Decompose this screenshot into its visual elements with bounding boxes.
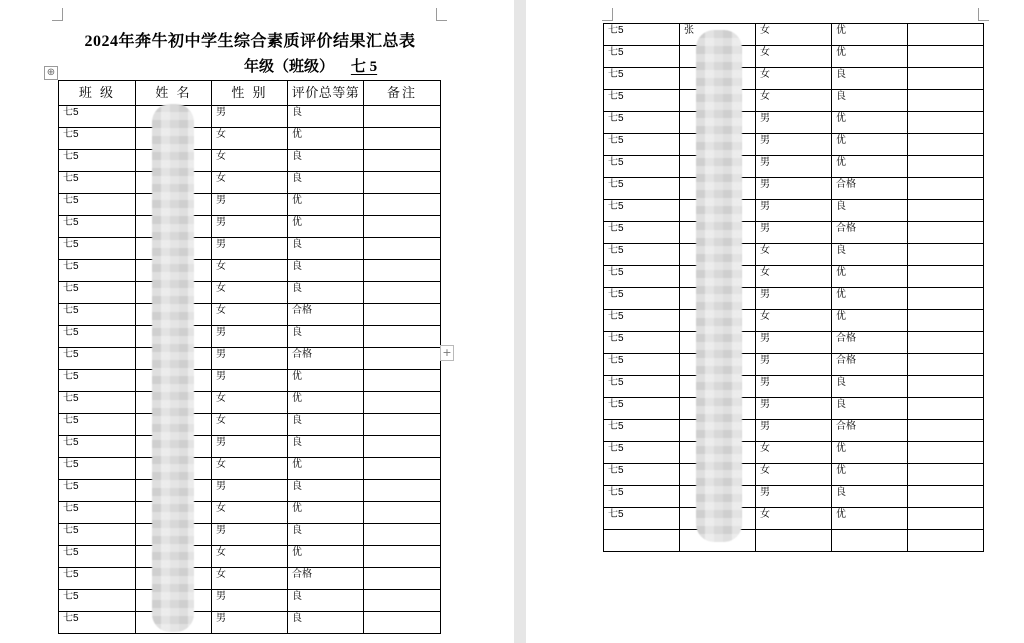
cell-rating[interactable]: 良	[288, 590, 364, 612]
cell-rating[interactable]: 优	[832, 310, 908, 332]
cell-class[interactable]: 七5	[59, 216, 136, 238]
cell-note[interactable]	[364, 150, 441, 172]
cell-note[interactable]	[908, 464, 984, 486]
cell-note[interactable]	[908, 24, 984, 46]
cell-note[interactable]	[908, 530, 984, 552]
cell-gender[interactable]: 女	[756, 508, 832, 530]
cell-gender[interactable]: 男	[756, 354, 832, 376]
cell-gender[interactable]: 女	[212, 568, 288, 590]
cell-note[interactable]	[908, 310, 984, 332]
table-row	[604, 200, 984, 222]
cell-class[interactable]: 七5	[604, 310, 680, 332]
cell-class[interactable]: 七5	[59, 194, 136, 216]
cell-note[interactable]	[364, 590, 441, 612]
cell-gender[interactable]: 男	[756, 332, 832, 354]
cell-class[interactable]: 七5	[59, 568, 136, 590]
cell-rating[interactable]: 合格	[832, 222, 908, 244]
redaction-blur	[152, 104, 194, 632]
grade-label: 年级（班级）	[244, 59, 335, 75]
cell-class[interactable]: 七5	[59, 546, 136, 568]
cell-gender[interactable]: 男	[212, 216, 288, 238]
cell-class[interactable]: 七5	[604, 332, 680, 354]
cell-gender[interactable]: 男	[212, 106, 288, 128]
cell-gender[interactable]: 女	[756, 442, 832, 464]
cell-gender[interactable]: 男	[756, 398, 832, 420]
cell-class[interactable]: 七5	[604, 24, 680, 46]
header-rating: 评价总等第	[288, 81, 364, 106]
table-row	[604, 156, 984, 178]
cell-class[interactable]: 七5	[604, 200, 680, 222]
cell-class[interactable]: 七5	[59, 150, 136, 172]
cell-gender[interactable]: 男	[756, 200, 832, 222]
cell-gender[interactable]: 男	[212, 238, 288, 260]
cell-gender[interactable]: 男	[212, 194, 288, 216]
cell-note[interactable]	[364, 480, 441, 502]
cell-rating[interactable]: 合格	[832, 332, 908, 354]
cell-class[interactable]: 七5	[59, 414, 136, 436]
table-row	[604, 266, 984, 288]
cell-gender[interactable]: 男	[212, 436, 288, 458]
cell-rating[interactable]: 良	[288, 106, 364, 128]
cell-note[interactable]	[908, 266, 984, 288]
table-row	[59, 612, 441, 634]
cell-gender[interactable]: 男	[756, 178, 832, 200]
table-row	[59, 414, 441, 436]
cell-gender[interactable]: 男	[212, 480, 288, 502]
cell-rating[interactable]: 良	[288, 524, 364, 546]
cell-note[interactable]	[364, 326, 441, 348]
cell-rating[interactable]: 优	[288, 392, 364, 414]
document-page-2	[526, 0, 1024, 643]
cell-note[interactable]	[364, 216, 441, 238]
cell-class[interactable]: 七5	[604, 508, 680, 530]
cell-gender[interactable]: 男	[212, 612, 288, 634]
table-row	[604, 332, 984, 354]
cell-note[interactable]	[364, 414, 441, 436]
cell-class[interactable]: 七5	[59, 502, 136, 524]
table-row	[59, 524, 441, 546]
table-row	[59, 326, 441, 348]
cell-rating[interactable]: 良	[288, 172, 364, 194]
cell-rating[interactable]: 优	[832, 442, 908, 464]
cell-rating[interactable]	[832, 530, 908, 552]
table-row	[604, 90, 984, 112]
header-note: 备注	[364, 81, 441, 106]
cell-gender[interactable]: 男	[756, 420, 832, 442]
grade-line	[244, 55, 390, 76]
cell-rating[interactable]: 良	[832, 376, 908, 398]
cell-class[interactable]: 七5	[59, 612, 136, 634]
cell-rating[interactable]: 良	[832, 200, 908, 222]
cell-gender[interactable]: 男	[212, 524, 288, 546]
cell-class[interactable]: 七5	[59, 590, 136, 612]
cell-gender[interactable]: 女	[212, 546, 288, 568]
cell-rating[interactable]: 良	[832, 486, 908, 508]
cell-gender[interactable]: 男	[756, 376, 832, 398]
cell-gender[interactable]: 女	[756, 46, 832, 68]
cell-class[interactable]: 七5	[59, 260, 136, 282]
cell-class[interactable]: 七5	[604, 398, 680, 420]
cell-class[interactable]: 七5	[59, 172, 136, 194]
table-row	[59, 568, 441, 590]
page-corner-mark	[436, 8, 447, 21]
cell-note[interactable]	[364, 106, 441, 128]
cell-note[interactable]	[908, 442, 984, 464]
cell-class[interactable]: 七5	[604, 376, 680, 398]
table-row	[59, 216, 441, 238]
cell-gender[interactable]: 女	[212, 260, 288, 282]
cell-note[interactable]	[364, 546, 441, 568]
cell-note[interactable]	[364, 502, 441, 524]
page-corner-mark	[52, 8, 63, 21]
cell-class[interactable]: 七5	[604, 354, 680, 376]
cell-rating[interactable]: 优	[832, 134, 908, 156]
cell-note[interactable]	[908, 178, 984, 200]
cell-rating[interactable]: 优	[288, 502, 364, 524]
cell-rating[interactable]: 合格	[288, 304, 364, 326]
grade-value: 七 5	[350, 59, 378, 75]
cell-class[interactable]: 七5	[604, 288, 680, 310]
cell-gender[interactable]: 女	[212, 502, 288, 524]
summary-table-page-1	[58, 80, 441, 634]
cell-rating[interactable]: 良	[288, 260, 364, 282]
cell-gender[interactable]: 男	[212, 326, 288, 348]
cell-class[interactable]: 七5	[59, 458, 136, 480]
cell-rating[interactable]: 良	[288, 612, 364, 634]
cell-note[interactable]	[908, 244, 984, 266]
table-row	[604, 398, 984, 420]
cell-gender[interactable]: 女	[756, 90, 832, 112]
table-row	[604, 134, 984, 156]
cell-note[interactable]	[364, 304, 441, 326]
cell-gender[interactable]: 女	[756, 24, 832, 46]
cell-class[interactable]: 七5	[604, 112, 680, 134]
cell-class[interactable]: 七5	[604, 46, 680, 68]
cell-note[interactable]	[908, 222, 984, 244]
table-row	[59, 458, 441, 480]
page-gutter	[514, 0, 526, 643]
cell-note[interactable]	[908, 134, 984, 156]
cell-rating[interactable]: 优	[832, 156, 908, 178]
table-row	[604, 376, 984, 398]
cell-gender[interactable]: 女	[212, 150, 288, 172]
cell-gender[interactable]: 女	[212, 414, 288, 436]
table-row	[59, 282, 441, 304]
cell-rating[interactable]: 优	[288, 194, 364, 216]
cell-note[interactable]	[364, 260, 441, 282]
cell-rating[interactable]: 合格	[288, 568, 364, 590]
table-row	[604, 442, 984, 464]
cell-gender[interactable]	[756, 530, 832, 552]
page-corner-mark	[978, 8, 989, 21]
table-row	[604, 112, 984, 134]
cell-class[interactable]: 七5	[604, 68, 680, 90]
cell-note[interactable]	[364, 568, 441, 590]
cell-rating[interactable]: 良	[832, 398, 908, 420]
cell-gender[interactable]: 女	[212, 128, 288, 150]
cell-gender[interactable]: 女	[756, 68, 832, 90]
table-row	[59, 106, 441, 128]
cell-class[interactable]: 七5	[604, 486, 680, 508]
table-row	[604, 464, 984, 486]
cell-class[interactable]: 七5	[604, 222, 680, 244]
cell-note[interactable]	[908, 90, 984, 112]
table-row	[604, 24, 984, 46]
cell-gender[interactable]: 男	[212, 370, 288, 392]
cell-gender[interactable]: 男	[756, 486, 832, 508]
cell-class[interactable]: 七5	[59, 348, 136, 370]
cell-class[interactable]: 七5	[59, 326, 136, 348]
table-row	[59, 436, 441, 458]
cell-gender[interactable]: 男	[212, 348, 288, 370]
cell-note[interactable]	[908, 420, 984, 442]
cell-gender[interactable]: 女	[756, 464, 832, 486]
cell-rating[interactable]: 良	[288, 282, 364, 304]
header-class: 班 级	[59, 81, 136, 106]
cell-gender[interactable]: 女	[212, 172, 288, 194]
table-row	[59, 590, 441, 612]
table-row	[59, 304, 441, 326]
table-row	[59, 370, 441, 392]
table-header-row	[59, 81, 441, 106]
table-row	[59, 172, 441, 194]
cell-gender[interactable]: 男	[756, 222, 832, 244]
cell-class[interactable]: 七5	[59, 392, 136, 414]
cell-rating[interactable]: 良	[288, 414, 364, 436]
cell-note[interactable]	[364, 524, 441, 546]
cell-note[interactable]	[908, 112, 984, 134]
table-row	[604, 354, 984, 376]
summary-table-page-2	[603, 23, 984, 552]
cell-note[interactable]	[908, 332, 984, 354]
table-row	[604, 486, 984, 508]
cell-note[interactable]	[364, 238, 441, 260]
cell-class[interactable]: 七5	[59, 304, 136, 326]
cell-note[interactable]	[364, 348, 441, 370]
page-corner-mark	[602, 8, 613, 21]
cell-note[interactable]	[908, 288, 984, 310]
cell-note[interactable]	[364, 194, 441, 216]
table-row	[59, 150, 441, 172]
table-row	[59, 502, 441, 524]
cell-class[interactable]: 七5	[59, 238, 136, 260]
cell-rating[interactable]: 优	[832, 112, 908, 134]
cell-class[interactable]: 七5	[604, 90, 680, 112]
cell-rating[interactable]: 良	[288, 480, 364, 502]
cell-note[interactable]	[908, 200, 984, 222]
cell-gender[interactable]: 女	[212, 458, 288, 480]
cell-rating[interactable]: 优	[832, 266, 908, 288]
table-body	[59, 106, 441, 634]
cell-class[interactable]: 七5	[59, 436, 136, 458]
cell-rating[interactable]: 优	[832, 508, 908, 530]
cell-rating[interactable]: 优	[288, 370, 364, 392]
cell-note[interactable]	[908, 354, 984, 376]
cell-class[interactable]: 七5	[59, 282, 136, 304]
cell-rating[interactable]: 良	[288, 326, 364, 348]
cell-gender[interactable]: 男	[756, 112, 832, 134]
cell-rating[interactable]: 合格	[288, 348, 364, 370]
cell-rating[interactable]: 优	[832, 464, 908, 486]
cell-note[interactable]	[908, 68, 984, 90]
table-row	[59, 392, 441, 414]
cell-note[interactable]	[364, 282, 441, 304]
cell-gender[interactable]: 男	[756, 134, 832, 156]
cell-gender[interactable]: 女	[756, 244, 832, 266]
cell-rating[interactable]: 优	[832, 46, 908, 68]
cell-class[interactable]: 七5	[59, 480, 136, 502]
cell-note[interactable]	[364, 370, 441, 392]
header-gender: 性 别	[212, 81, 288, 106]
cell-note[interactable]	[908, 156, 984, 178]
cell-note[interactable]	[908, 376, 984, 398]
table-row	[59, 546, 441, 568]
cell-note[interactable]	[364, 392, 441, 414]
cell-class[interactable]: 七5	[604, 156, 680, 178]
cell-class[interactable]: 七5	[604, 464, 680, 486]
cell-rating[interactable]: 良	[832, 90, 908, 112]
cell-class[interactable]: 七5	[59, 524, 136, 546]
cell-rating[interactable]: 良	[288, 436, 364, 458]
cell-rating[interactable]: 优	[832, 24, 908, 46]
table-row	[604, 178, 984, 200]
table-row	[604, 68, 984, 90]
cell-class[interactable]: 七5	[604, 442, 680, 464]
cell-rating[interactable]: 良	[832, 244, 908, 266]
cell-class[interactable]: 七5	[59, 370, 136, 392]
cell-class[interactable]	[604, 530, 680, 552]
header-name: 姓 名	[136, 81, 212, 106]
table-move-handle-icon[interactable]: ⊕	[44, 66, 58, 80]
table-row	[59, 260, 441, 282]
cell-gender[interactable]: 男	[756, 288, 832, 310]
cell-class[interactable]: 七5	[59, 106, 136, 128]
cell-class[interactable]: 七5	[604, 134, 680, 156]
cell-rating[interactable]: 合格	[832, 354, 908, 376]
cell-class[interactable]: 七5	[59, 128, 136, 150]
cell-rating[interactable]: 良	[288, 238, 364, 260]
table-row	[604, 420, 984, 442]
cell-rating[interactable]: 合格	[832, 420, 908, 442]
table-body	[604, 24, 984, 552]
cell-note[interactable]	[364, 128, 441, 150]
cell-note[interactable]	[364, 172, 441, 194]
cell-gender[interactable]: 男	[212, 590, 288, 612]
cell-gender[interactable]: 女	[756, 266, 832, 288]
redaction-blur	[696, 30, 742, 542]
table-row	[604, 310, 984, 332]
cell-gender[interactable]: 女	[212, 282, 288, 304]
cell-name[interactable]: 张	[680, 24, 756, 46]
cell-note[interactable]	[364, 458, 441, 480]
cell-note[interactable]	[364, 436, 441, 458]
cell-gender[interactable]: 男	[756, 156, 832, 178]
table-row	[59, 348, 441, 370]
table-row	[604, 288, 984, 310]
cell-rating[interactable]: 优	[288, 546, 364, 568]
cell-rating[interactable]: 优	[288, 128, 364, 150]
cell-rating[interactable]: 优	[288, 458, 364, 480]
cell-note[interactable]	[364, 612, 441, 634]
cell-class[interactable]: 七5	[604, 266, 680, 288]
add-row-plus-icon[interactable]: +	[440, 345, 454, 361]
cell-gender[interactable]: 女	[212, 304, 288, 326]
table-row	[59, 194, 441, 216]
table-row	[59, 128, 441, 150]
cell-note[interactable]	[908, 508, 984, 530]
cell-class[interactable]: 七5	[604, 178, 680, 200]
cell-rating[interactable]: 优	[832, 288, 908, 310]
table-row	[604, 508, 984, 530]
cell-rating[interactable]: 良	[288, 150, 364, 172]
cell-rating[interactable]: 优	[288, 216, 364, 238]
table-row	[604, 46, 984, 68]
table-row	[604, 244, 984, 266]
cell-rating[interactable]: 良	[832, 68, 908, 90]
table-row	[604, 530, 984, 552]
document-title: 2024年奔牛初中学生综合素质评价结果汇总表	[84, 33, 416, 50]
table-row	[59, 238, 441, 260]
cell-note[interactable]	[908, 46, 984, 68]
table-row	[59, 480, 441, 502]
cell-gender[interactable]: 女	[756, 310, 832, 332]
table-row	[604, 222, 984, 244]
cell-gender[interactable]: 女	[212, 392, 288, 414]
cell-rating[interactable]: 合格	[832, 178, 908, 200]
cell-class[interactable]: 七5	[604, 244, 680, 266]
cell-note[interactable]	[908, 398, 984, 420]
cell-note[interactable]	[908, 486, 984, 508]
cell-class[interactable]: 七5	[604, 420, 680, 442]
